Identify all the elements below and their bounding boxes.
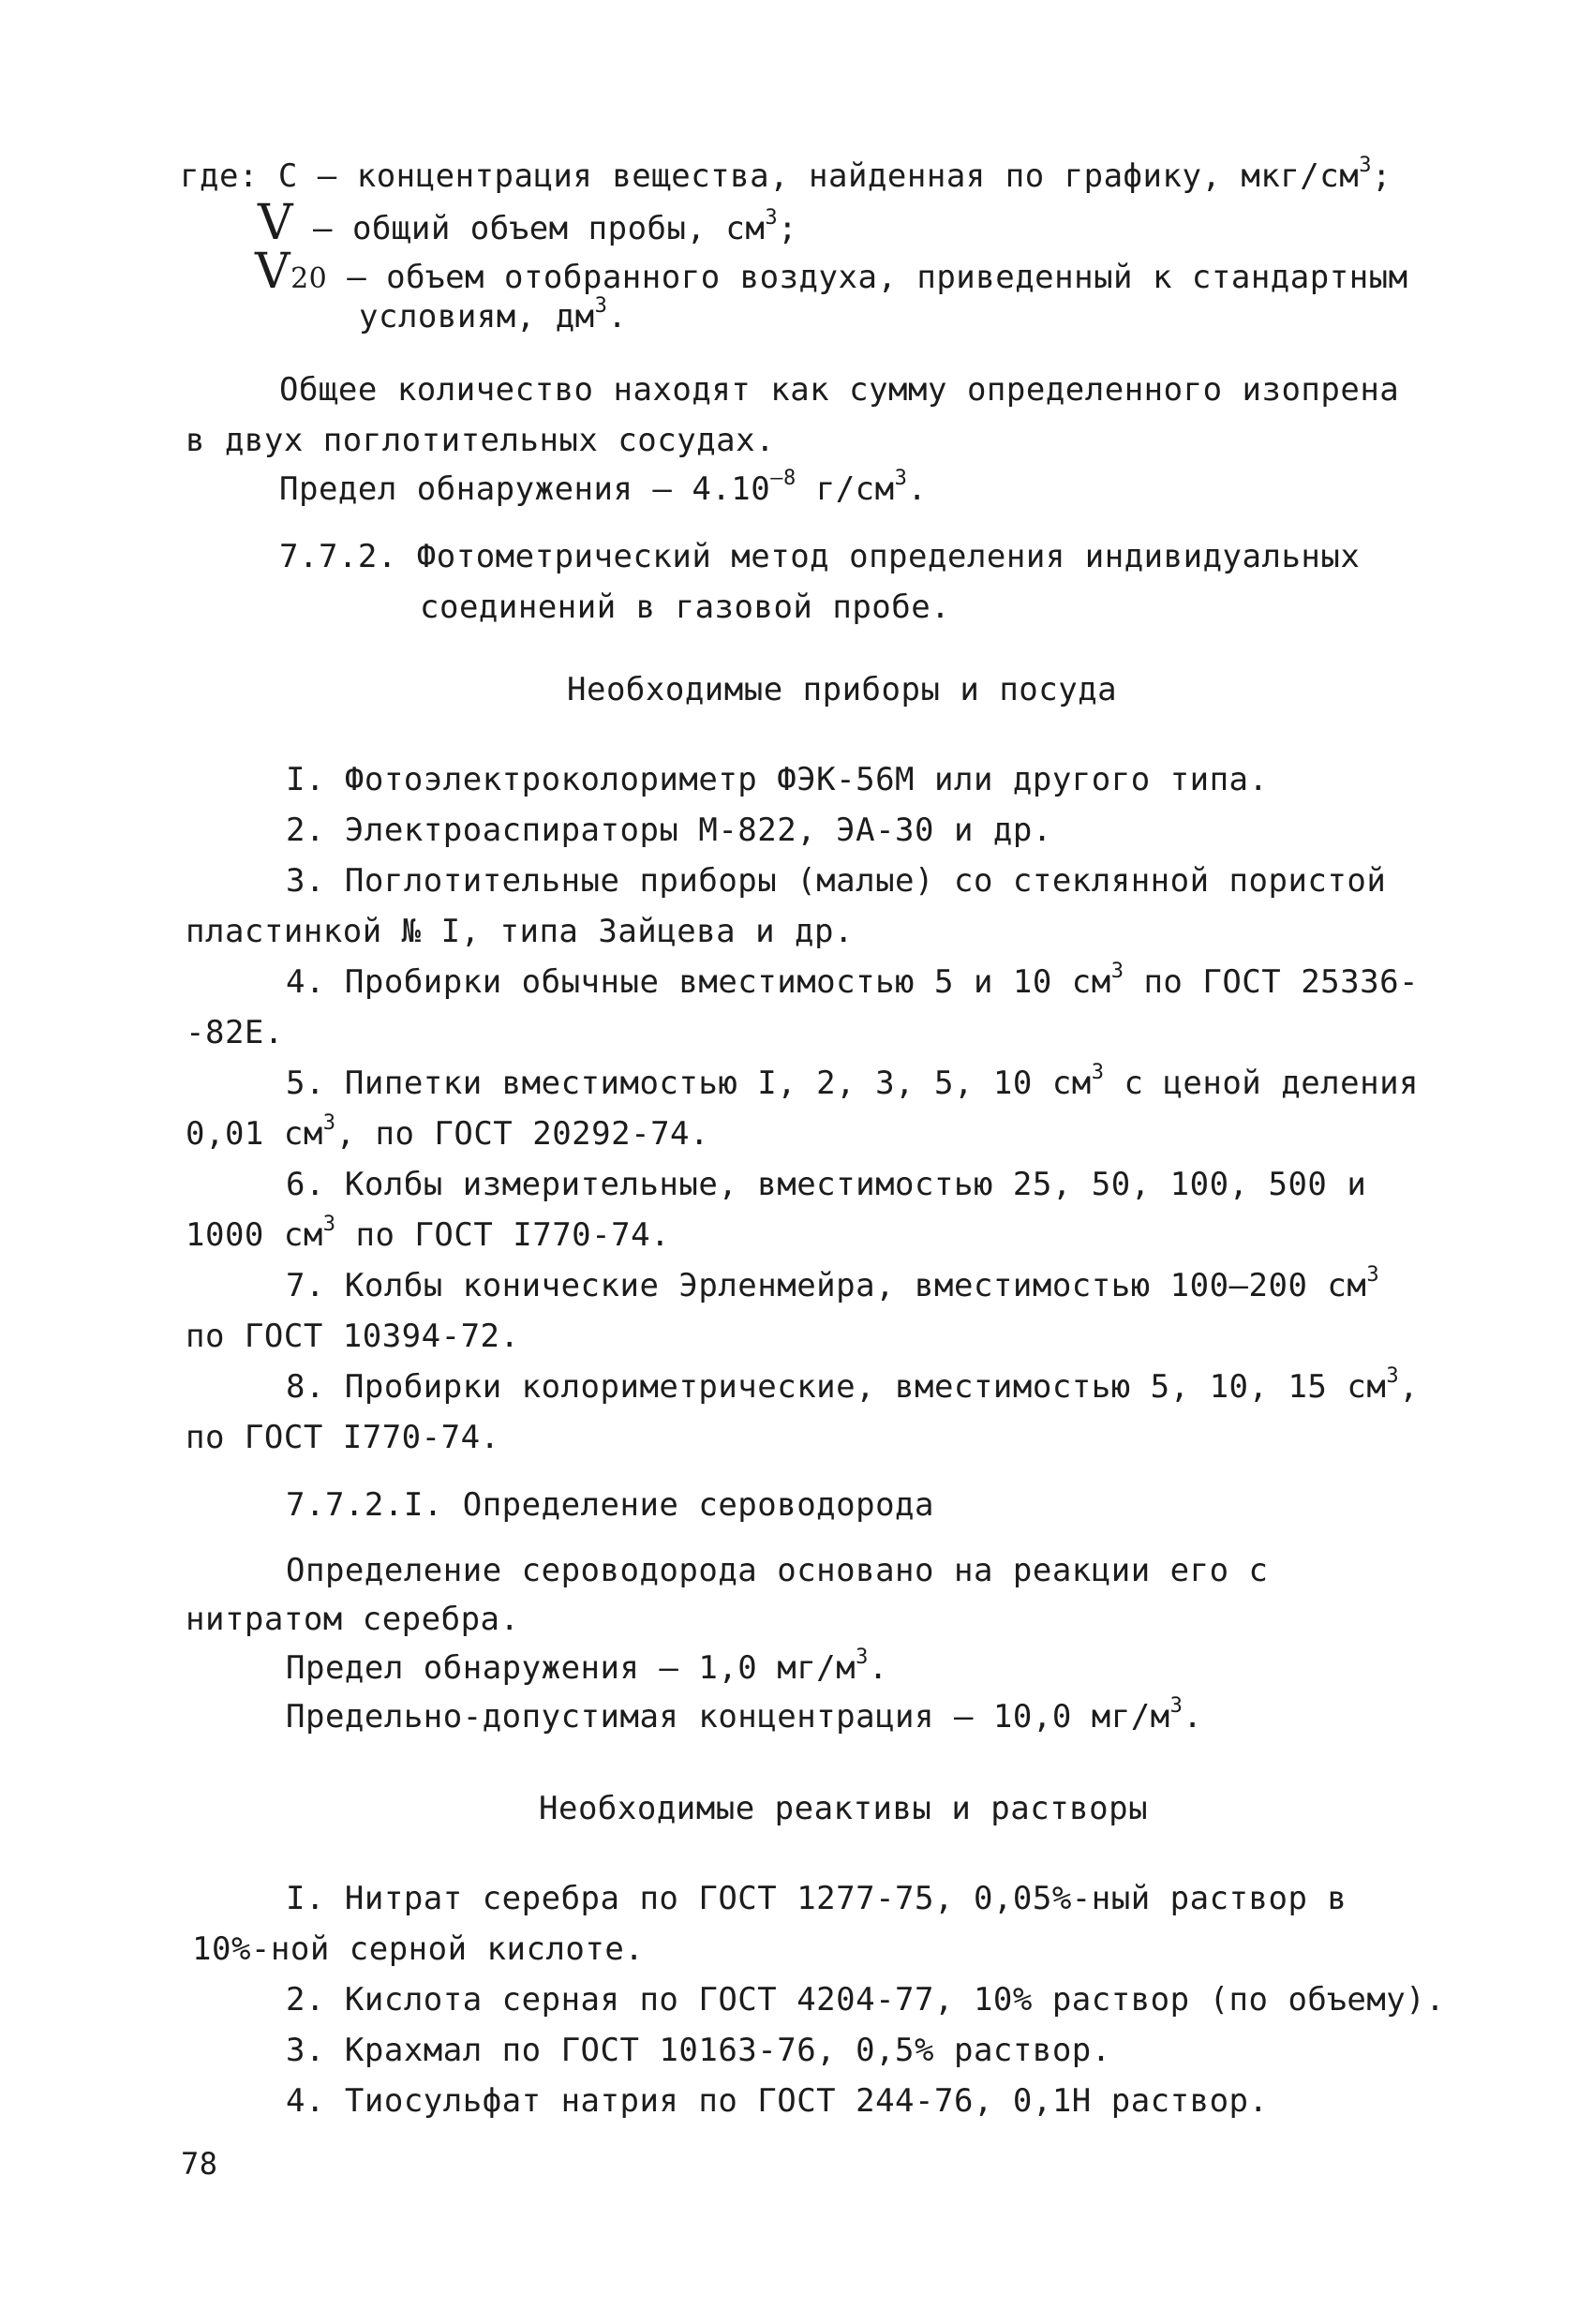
definition-v20-text: – объем отобранного воздуха, приведенный к стандартным (347, 259, 1408, 296)
instrument-item-6-standard: по ГОСТ I770-74. (335, 1216, 671, 1254)
instrument-item-6-value: 1000 см (186, 1216, 323, 1254)
instrument-item-3-line-1: 3. Поглотительные приборы (малые) со стеклянной пористой (286, 862, 1387, 900)
reagent-item-4: 4. Тиосульфат натрия по ГОСТ 244-76, 0,1Н раствор. (286, 2082, 1269, 2120)
instrument-item-4-text: 4. Пробирки обычные вместимостью 5 и 10 см (286, 963, 1111, 1001)
section-7721-title: 7.7.2.I. Определение сероводорода (286, 1486, 935, 1524)
reagent-item-3: 3. Крахмал по ГОСТ 10163-76, 0,5% раствор. (286, 2032, 1111, 2069)
instrument-item-2: 2. Электроаспираторы М-822, ЭА-30 и др. (286, 812, 1052, 849)
superscript: 3 (1386, 1364, 1400, 1388)
superscript: 3 (765, 206, 779, 230)
superscript: –8 (770, 467, 796, 490)
superscript: 3 (322, 1213, 336, 1236)
heading-instruments: Необходимые приборы и посуда (567, 671, 1118, 708)
section-7721-detection-limit (286, 1646, 888, 1687)
instrument-item-3-line-2: пластинкой № I, типа Зайцева и др. (186, 913, 854, 950)
definition-v20-cont (359, 294, 628, 335)
instrument-item-8-line-1 (286, 1364, 1420, 1406)
section-7721-para-line-2: нитратом серебра. (186, 1601, 520, 1638)
definition-v20 (255, 244, 1408, 300)
volume-symbol: V (258, 195, 294, 251)
instrument-item-5-text: 5. Пипетки вместимостью I, 2, 3, 5, 10 см (286, 1065, 1092, 1102)
intro-line-1: Общее количество находят как сумму определенного изопрена (279, 371, 1400, 409)
section-7721-pdk (286, 1694, 1203, 1736)
punctuation: ; (778, 210, 798, 247)
section-7721-para-line-1: Определение сероводорода основано на реакции его с (286, 1552, 1269, 1589)
instrument-item-4-line-2: -82Е. (186, 1014, 284, 1051)
instrument-item-5-line-2 (186, 1111, 709, 1153)
superscript: 3 (322, 1111, 336, 1135)
detection-limit-text: Предел обнаружения – 4.10 (279, 470, 771, 508)
section-772-title-line-2: соединений в газовой пробе. (420, 588, 951, 626)
instrument-item-7-line-2: по ГОСТ 10394-72. (186, 1318, 520, 1355)
reagent-item-2: 2. Кислота серная по ГОСТ 4204-77, 10% раствор (по объему). (286, 1981, 1446, 2019)
definition-c (180, 154, 1392, 195)
punctuation: . (907, 470, 928, 508)
superscript: 3 (1169, 1694, 1184, 1718)
punctuation: ; (1371, 157, 1392, 195)
instrument-item-7-line-1 (286, 1263, 1380, 1304)
detection-limit-text: Предел обнаружения – 1,0 мг/м (286, 1649, 856, 1687)
punctuation: . (1183, 1698, 1203, 1736)
instrument-item-5-standard: , по ГОСТ 20292-74. (335, 1115, 709, 1153)
superscript: 3 (856, 1646, 869, 1669)
instrument-item-7-text: 7. Колбы конические Эрленмейра, вместимостью 100–200 см (286, 1267, 1367, 1304)
superscript: 3 (1091, 1061, 1105, 1084)
intro-detection-limit (279, 467, 928, 508)
volume-20-symbol: V (255, 244, 291, 300)
detection-limit-unit: г/см (796, 470, 895, 508)
superscript: 3 (894, 467, 908, 490)
superscript: 3 (1359, 154, 1372, 177)
instrument-item-5-value: 0,01 см (186, 1115, 323, 1153)
instrument-item-8-text: 8. Пробирки колориметрические, вместимостью 5, 10, 15 см (286, 1368, 1387, 1406)
heading-reagents: Необходимые реактивы и растворы (539, 1790, 1149, 1827)
definition-v (258, 195, 798, 251)
instrument-item-5-line-1 (286, 1061, 1420, 1102)
intro-line-2: в двух поглотительных сосудах. (186, 422, 776, 459)
instrument-item-6-line-2 (186, 1213, 671, 1254)
section-772-title-line-1: 7.7.2. Фотометрический метод определения индивидуальных (279, 538, 1361, 575)
punctuation: . (868, 1649, 888, 1687)
instrument-item-5-cont: с ценой деления (1104, 1065, 1420, 1102)
instrument-item-4-standard: по ГОСТ 25336- (1124, 963, 1420, 1001)
superscript: 3 (1110, 960, 1124, 983)
definition-v20-cont-text: условиям, дм (359, 298, 595, 335)
reagent-item-1-line-1: I. Нитрат серебра по ГОСТ 1277-75, 0,05%-ный раствор в (286, 1880, 1347, 1917)
instrument-item-6-line-1: 6. Колбы измерительные, вместимостью 25, 50, 100, 500 и (286, 1166, 1367, 1203)
reagent-item-1-line-2: 10%-ной серной кислоте. (192, 1930, 645, 1968)
page-number: 78 (181, 2146, 218, 2182)
definition-c-text: где: С – концентрация вещества, найденная по графику, мкг/см (180, 157, 1360, 195)
instrument-item-4-line-1 (286, 960, 1420, 1001)
instrument-item-1: I. Фотоэлектроколориметр ФЭК-56М или другого типа. (286, 761, 1269, 798)
instrument-item-8-line-2: по ГОСТ I770-74. (186, 1419, 500, 1456)
punctuation: . (607, 298, 628, 335)
volume-20-subscript: 20 (290, 262, 328, 295)
punctuation: , (1399, 1368, 1420, 1406)
pdk-text: Предельно-допустимая концентрация – 10,0 мг/м (286, 1698, 1170, 1736)
superscript: 3 (1366, 1263, 1380, 1287)
superscript: 3 (594, 294, 608, 318)
definition-v-text: – общий объем пробы, см (313, 210, 766, 247)
